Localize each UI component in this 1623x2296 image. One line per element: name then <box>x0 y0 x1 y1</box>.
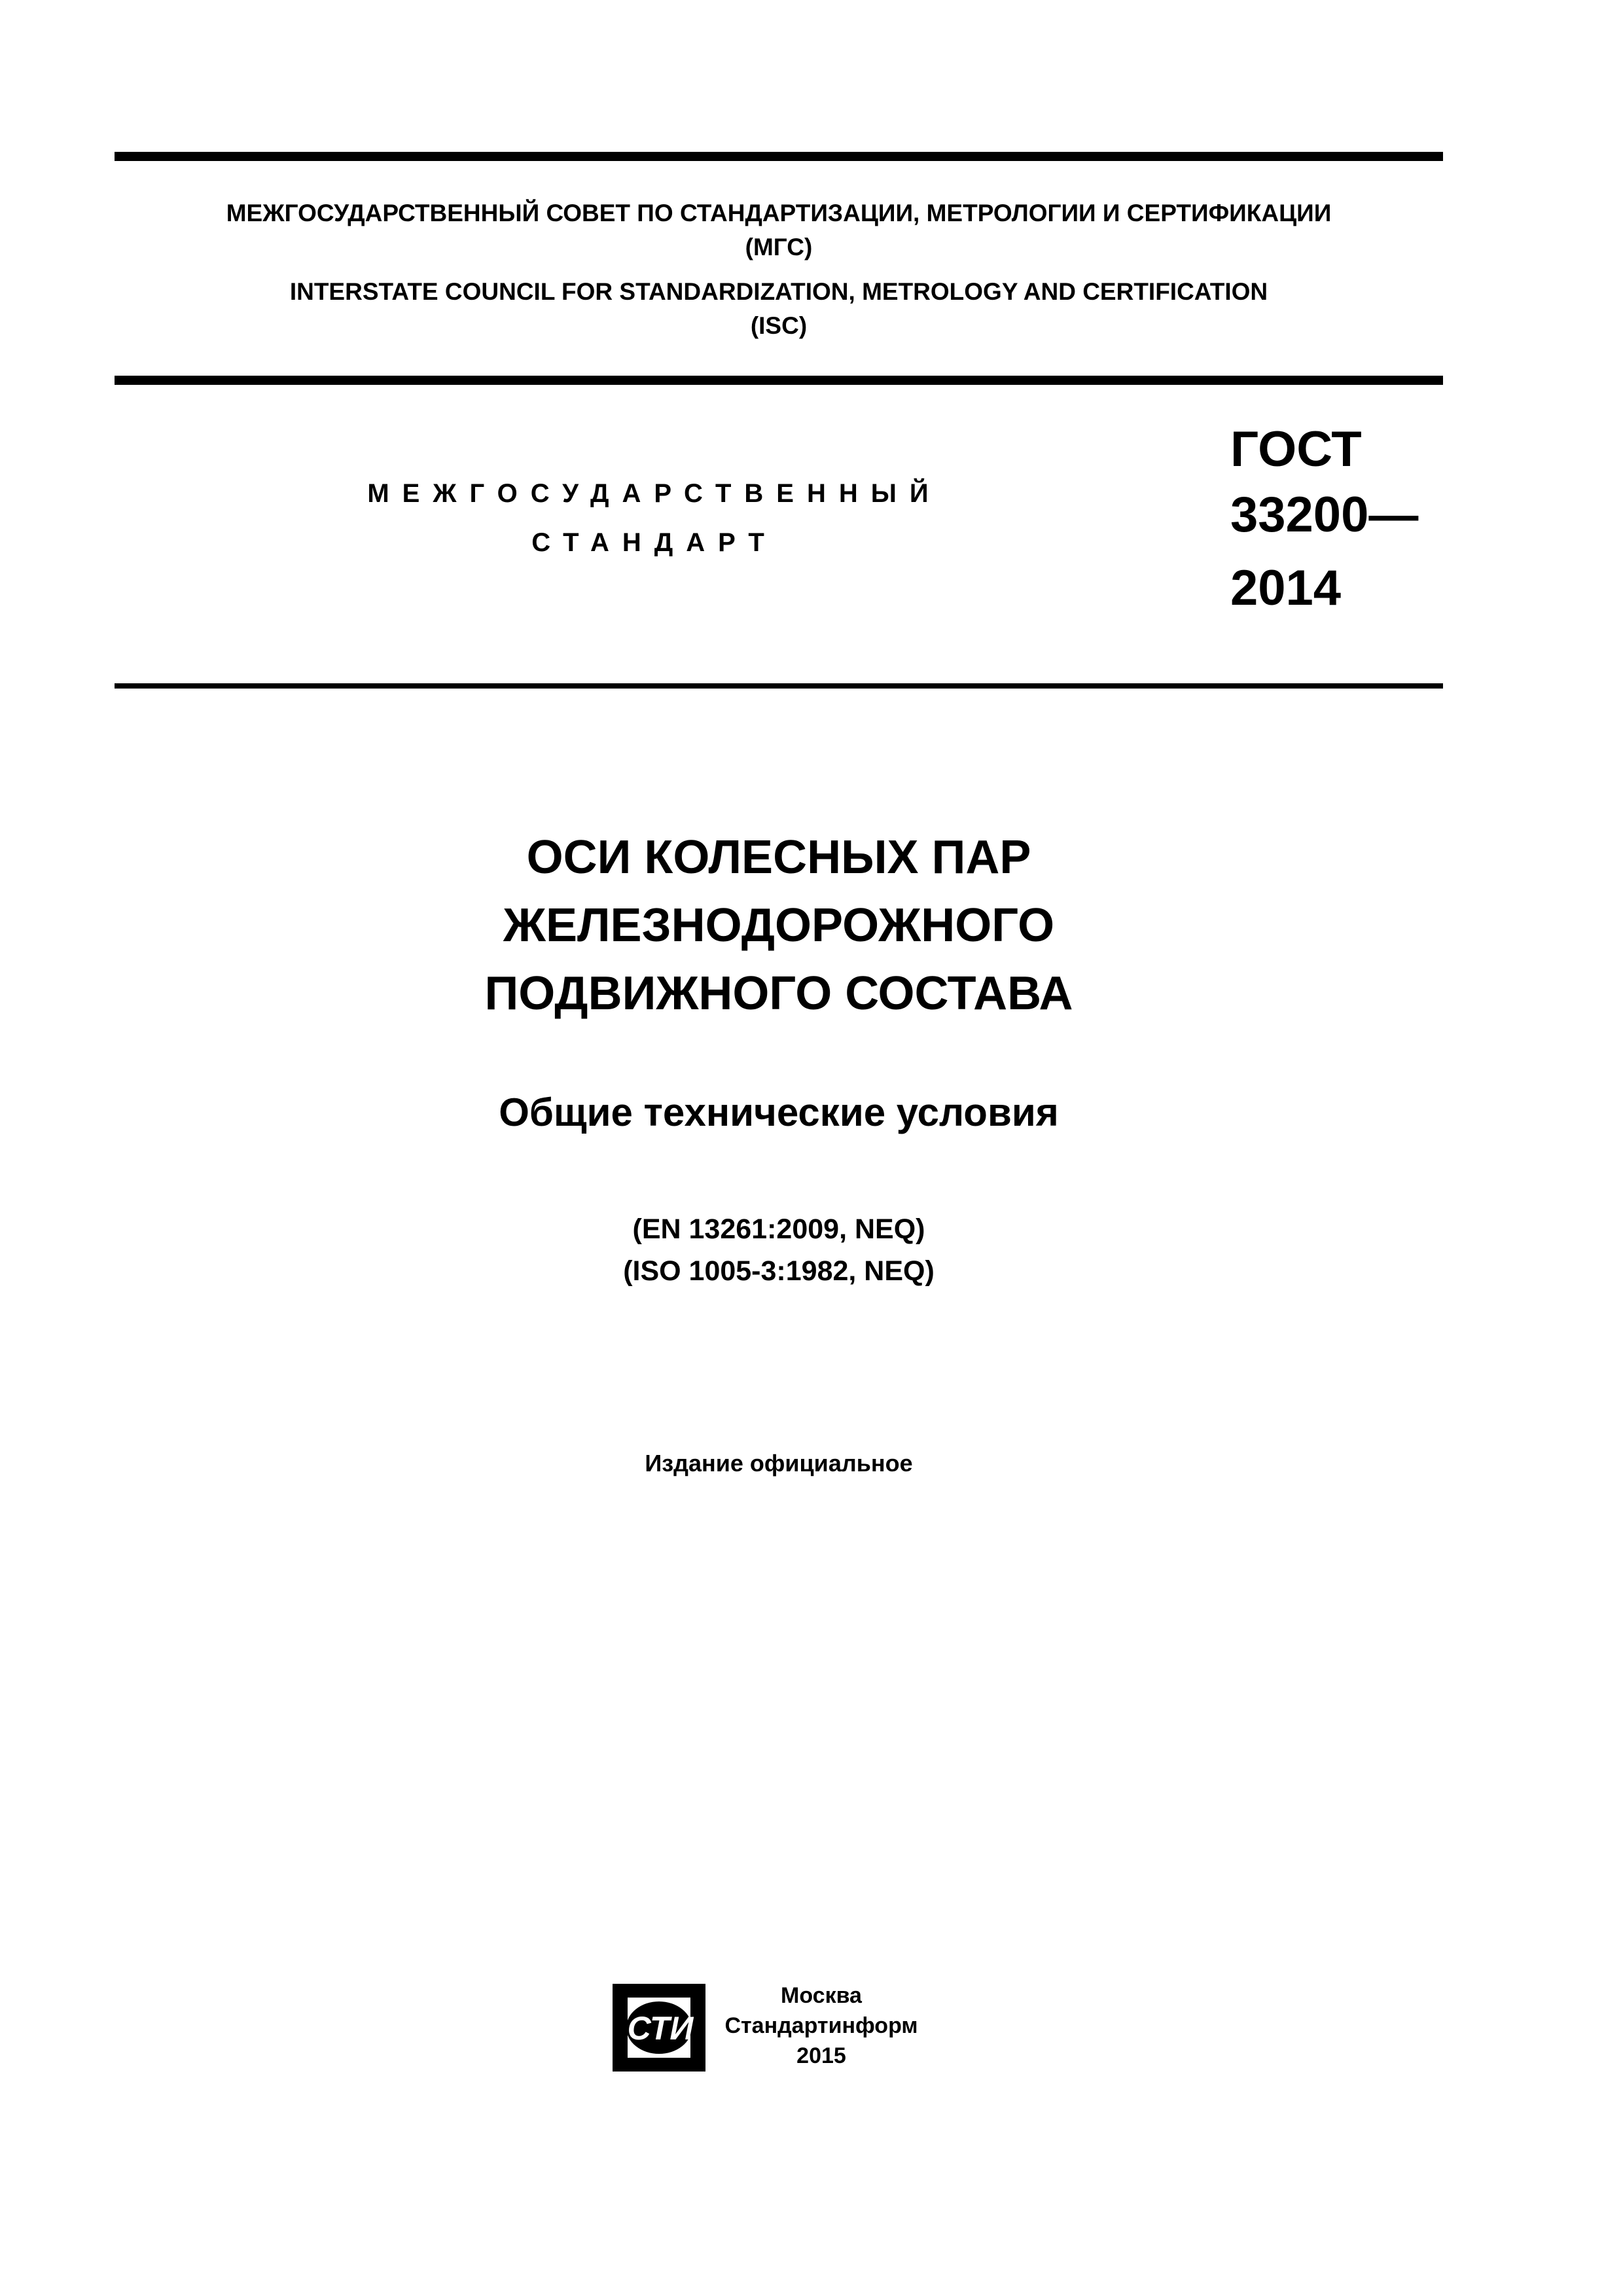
header-bottom-rule <box>115 683 1443 689</box>
standard-kind-line2: СТАНДАРТ <box>531 528 777 557</box>
council-name-ru-line1: МЕЖГОСУДАРСТВЕННЫЙ СОВЕТ ПО СТАНДАРТИЗАЦИИ, МЕТРОЛОГИИ И СЕРТИФИКАЦИИ <box>226 200 1332 226</box>
council-name-en-line1: INTERSTATE COUNCIL FOR STANDARDIZATION, METROLOGY AND CERTIFICATION <box>289 278 1268 305</box>
gost-designation-number: 33200— <box>1230 487 1419 543</box>
council-name-ru <box>115 196 1443 264</box>
reference-en: (EN 13261:2009, NEQ) <box>632 1213 925 1245</box>
header-middle-rule <box>115 376 1443 385</box>
council-abbr-en: (ISC) <box>750 312 808 339</box>
publisher-name: Стандартинформ <box>724 2013 918 2038</box>
publisher-year: 2015 <box>796 2043 846 2068</box>
document-title-line3: ПОДВИЖНОГО СОСТАВА <box>484 967 1073 1020</box>
council-name-en <box>115 275 1443 343</box>
gost-designation-prefix: ГОСТ <box>1230 422 1362 477</box>
document-title-line2: ЖЕЛЕЗНОДОРОЖНОГО <box>503 899 1055 952</box>
document-title-line1: ОСИ КОЛЕСНЫХ ПАР <box>526 831 1031 884</box>
reference-iso: (ISO 1005-3:1982, NEQ) <box>623 1255 935 1287</box>
council-abbr-ru: (МГС) <box>745 234 813 260</box>
standartinform-logo-icon <box>612 1983 709 2072</box>
gost-designation-year: 2014 <box>1230 560 1342 616</box>
document-subtitle: Общие технические условия <box>499 1090 1059 1134</box>
edition-label: Издание официальное <box>645 1450 913 1477</box>
header-top-rule <box>115 152 1443 161</box>
standartinform-logo-graphic <box>612 1983 709 2072</box>
standard-kind-line1: МЕЖГОСУДАРСТВЕННЫЙ <box>367 479 942 508</box>
logo-text: СТИ <box>627 2010 694 2047</box>
publisher-city: Москва <box>781 1983 862 2008</box>
